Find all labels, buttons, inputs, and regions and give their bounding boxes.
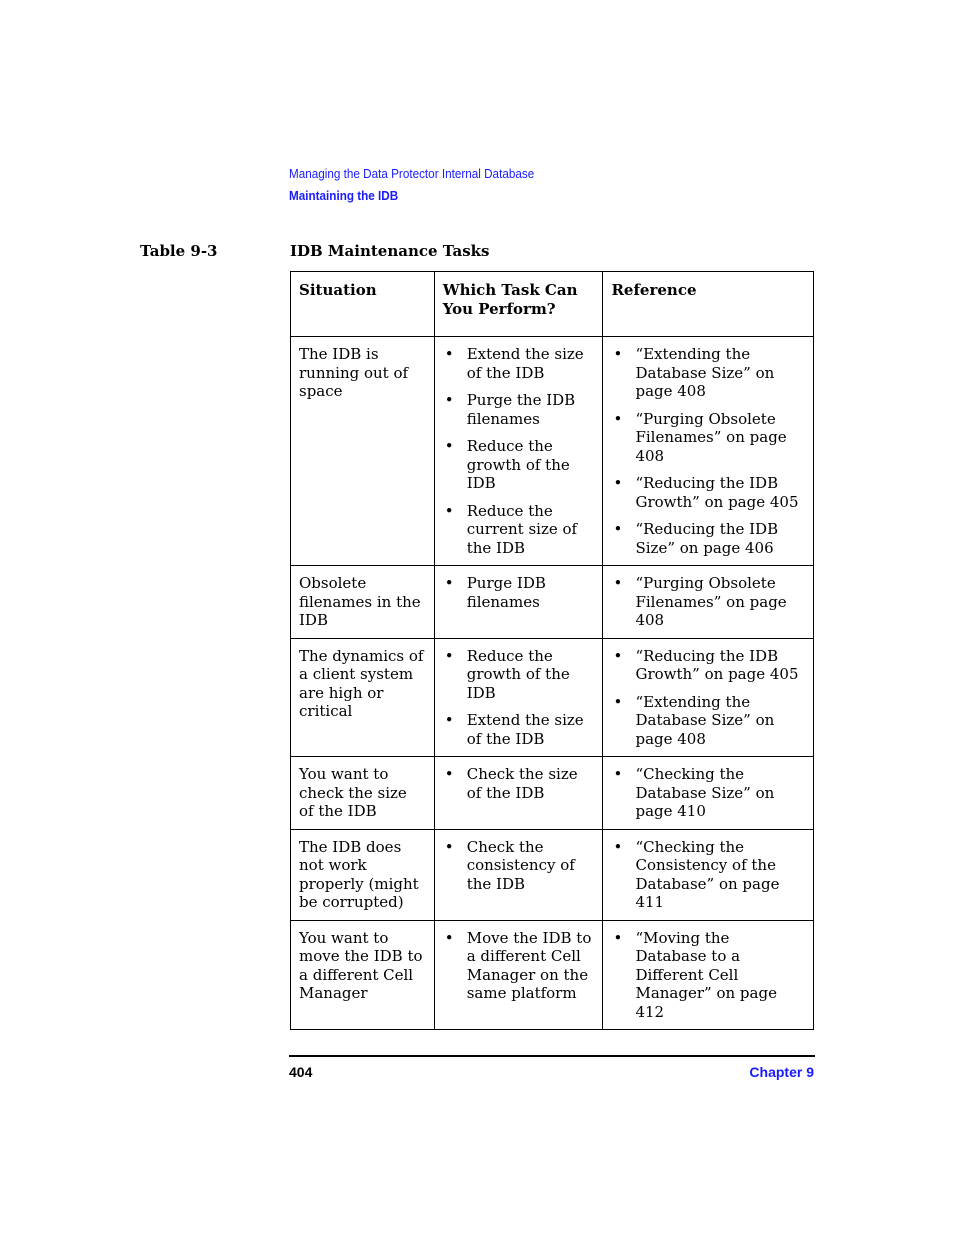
reference-link[interactable]: • “Moving the Database to a Different Cell Manager” on page 412 (611, 929, 805, 1022)
reference-link[interactable]: • “Reducing the IDB Growth” on page 405 (611, 647, 805, 684)
table-row (291, 337, 814, 566)
situation-cell: Obsolete filenames in the IDB (291, 566, 435, 639)
table-row (291, 757, 814, 830)
table-number: Table 9-3 (140, 242, 218, 260)
reference-link[interactable]: • “Checking the Database Size” on page 410 (611, 765, 805, 821)
tasks-cell (434, 920, 603, 1030)
idb-maintenance-table (290, 271, 814, 1030)
tasks-cell (434, 566, 603, 639)
task-item: • Reduce the current size of the IDB (443, 502, 595, 558)
reference-link[interactable]: • “Reducing the IDB Size” on page 406 (611, 520, 805, 557)
tasks-cell (434, 638, 603, 757)
reference-cell (603, 920, 814, 1030)
column-header-task: Which Task Can You Perform? (434, 272, 603, 337)
situation-cell: The IDB is running out of space (291, 337, 435, 566)
column-header-situation: Situation (291, 272, 435, 337)
column-header-reference: Reference (603, 272, 814, 337)
table-row (291, 638, 814, 757)
tasks-cell (434, 757, 603, 830)
tasks-cell (434, 337, 603, 566)
chapter-link[interactable]: Chapter 9 (749, 1064, 814, 1080)
task-item: • Reduce the growth of the IDB (443, 647, 595, 703)
situation-cell: You want to move the IDB to a different Cell Manager (291, 920, 435, 1030)
tasks-cell (434, 829, 603, 920)
reference-link[interactable]: • “Checking the Consistency of the Database” on page 411 (611, 838, 805, 912)
reference-cell (603, 638, 814, 757)
table-row (291, 920, 814, 1030)
breadcrumb-subsection[interactable]: Maintaining the IDB (289, 188, 399, 203)
reference-cell (603, 829, 814, 920)
reference-link[interactable]: • “Extending the Database Size” on page 408 (611, 345, 805, 401)
page-number: 404 (289, 1064, 313, 1080)
task-item: • Purge the IDB filenames (443, 391, 595, 428)
table-title: IDB Maintenance Tasks (290, 242, 490, 260)
task-item: • Extend the size of the IDB (443, 345, 595, 382)
table-row (291, 566, 814, 639)
situation-cell: The dynamics of a client system are high or critical (291, 638, 435, 757)
reference-link[interactable]: • “Extending the Database Size” on page 408 (611, 693, 805, 749)
footer-divider (289, 1055, 815, 1057)
reference-cell (603, 337, 814, 566)
task-item: • Check the consistency of the IDB (443, 838, 595, 894)
reference-link[interactable]: • “Purging Obsolete Filenames” on page 408 (611, 574, 805, 630)
breadcrumb-section[interactable]: Managing the Data Protector Internal Database (289, 166, 535, 181)
task-item: • Reduce the growth of the IDB (443, 437, 595, 493)
task-item: • Check the size of the IDB (443, 765, 595, 802)
situation-cell: The IDB does not work properly (might be corrupted) (291, 829, 435, 920)
table-header-row (291, 272, 814, 337)
task-item: • Extend the size of the IDB (443, 711, 595, 748)
reference-cell (603, 757, 814, 830)
task-item: • Purge IDB filenames (443, 574, 595, 611)
table-row (291, 829, 814, 920)
reference-link[interactable]: • “Reducing the IDB Growth” on page 405 (611, 474, 805, 511)
task-item: • Move the IDB to a different Cell Manager on the same platform (443, 929, 595, 1003)
reference-link[interactable]: • “Purging Obsolete Filenames” on page 408 (611, 410, 805, 466)
situation-cell: You want to check the size of the IDB (291, 757, 435, 830)
reference-cell (603, 566, 814, 639)
